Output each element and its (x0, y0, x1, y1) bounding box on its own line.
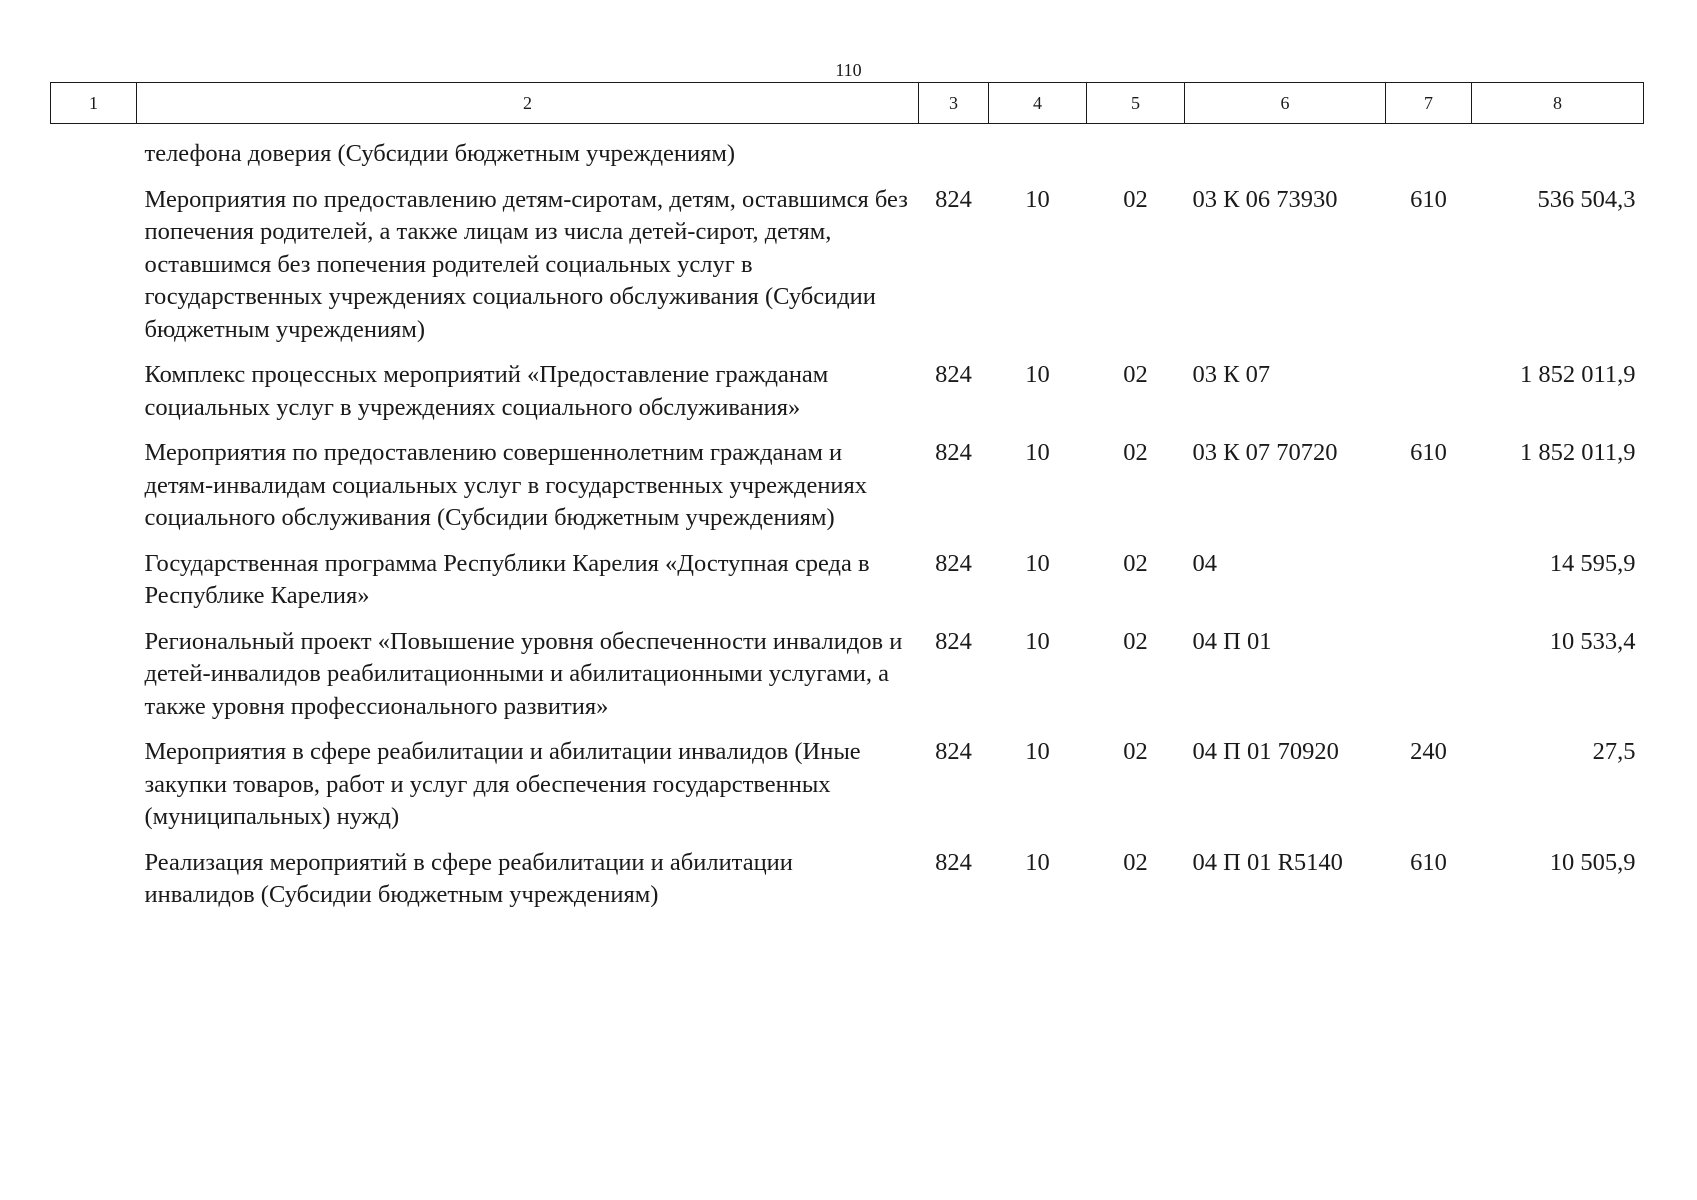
row-description: Мероприятия по предоставлению детям-сиротам, детям, оставшимся без попечения родителей, а также лицам из числа детей-сирот, детям, оставшимся без попечения родителей социальных услуг в государственных учреждениях социального обслуживания (Субсидии бюджетным учреждениям) (144, 185, 908, 343)
row-col-6 (1185, 124, 1386, 184)
row-col-7 (1386, 548, 1472, 626)
row-col-6: 04 П 01 (1192, 627, 1272, 655)
row-description: Реализация мероприятий в сфере реабилитации и абилитации инвалидов (Субсидии бюджетным учреждениям) (144, 848, 793, 908)
row-col-6: 03 К 07 70720 (1192, 439, 1338, 466)
row-col-5: 02 (1123, 185, 1148, 213)
row-col-5: 02 (1123, 361, 1148, 388)
table-row (51, 626, 1644, 737)
row-col-4: 10 (1025, 185, 1050, 213)
row-col-4: 10 (1025, 627, 1050, 655)
column-header-5: 5 (1087, 83, 1185, 124)
row-col-8 (1472, 124, 1644, 184)
column-header-2: 2 (137, 83, 919, 124)
row-col-3: 824 (935, 361, 972, 388)
row-col-8: 536 504,3 (1537, 185, 1636, 213)
row-description: Региональный проект «Повышение уровня обеспеченности инвалидов и детей-инвалидов реабилитационными и абилитационными услугами, а также уровня профессионального развития» (144, 627, 903, 720)
row-col-8: 1 852 011,9 (1520, 361, 1636, 388)
row-col-8: 14 595,9 (1549, 549, 1636, 577)
row-col-4 (989, 124, 1087, 184)
column-header-1: 1 (51, 83, 137, 124)
row-col-6: 04 П 01 70920 (1192, 738, 1339, 765)
row-col-7 (1386, 124, 1472, 184)
page-number: 110 (835, 60, 862, 80)
row-col-6: 03 К 07 (1192, 361, 1271, 388)
row-col-3: 824 (935, 848, 972, 876)
row-col-8: 10 533,4 (1549, 627, 1636, 655)
column-header-8: 8 (1472, 83, 1644, 124)
column-header-7: 7 (1386, 83, 1472, 124)
row-description: Комплекс процессных мероприятий «Предоставление гражданам социальных услуг в учреждениях социального обслуживания» (144, 361, 829, 421)
row-col-4: 10 (1025, 848, 1050, 876)
table-header (51, 83, 1644, 124)
row-col-5 (1087, 124, 1185, 184)
table-row (51, 736, 1644, 847)
row-col-7: 240 (1410, 738, 1447, 765)
row-description: Мероприятия по предоставлению совершеннолетним гражданам и детям-инвалидам социальных услуг в государственных учреждениях социального обслуживания (Субсидии бюджетным учреждениям) (144, 439, 868, 531)
header-row (51, 83, 1644, 124)
row-description: Мероприятия в сфере реабилитации и абилитации инвалидов (Иные закупки товаров, работ и услуг для обеспечения государственных (муниципальных) нужд) (144, 738, 861, 830)
row-col-5: 02 (1123, 627, 1148, 655)
table-body (51, 124, 1644, 925)
table-row (51, 548, 1644, 626)
row-description: Государственная программа Республики Карелия «Доступная среда в Республике Карелия» (144, 549, 870, 609)
row-col-4: 10 (1025, 361, 1050, 388)
row-col-8: 10 505,9 (1549, 848, 1636, 876)
row-col-5: 02 (1123, 549, 1148, 577)
row-col-6: 04 (1192, 549, 1217, 577)
row-col-5: 02 (1123, 439, 1148, 466)
table-row (51, 437, 1644, 548)
row-col-3: 824 (935, 627, 972, 655)
table-row (51, 124, 1644, 184)
row-col-6: 04 П 01 R5140 (1192, 848, 1343, 876)
row-col-4: 10 (1025, 439, 1050, 466)
table-row (51, 359, 1644, 437)
budget-table (50, 82, 1644, 925)
row-col-4: 10 (1025, 549, 1050, 577)
column-header-3: 3 (919, 83, 989, 124)
row-col-7: 610 (1410, 185, 1447, 213)
row-col-8: 1 852 011,9 (1520, 439, 1636, 466)
column-header-4: 4 (989, 83, 1087, 124)
row-col-8: 27,5 (1592, 738, 1636, 765)
row-col-7 (1386, 359, 1472, 437)
column-header-6: 6 (1185, 83, 1386, 124)
row-col-7 (1386, 626, 1472, 737)
row-col-3 (919, 124, 989, 184)
row-description: телефона доверия (Субсидии бюджетным учреждениям) (144, 140, 736, 167)
row-col-3: 824 (935, 185, 972, 213)
row-col-5: 02 (1123, 738, 1148, 765)
row-col-7: 610 (1410, 848, 1447, 876)
table-row (51, 847, 1644, 925)
row-col-4: 10 (1025, 738, 1050, 765)
row-col-3: 824 (935, 549, 972, 577)
row-col-3: 824 (935, 439, 972, 466)
row-col-6: 03 К 06 73930 (1192, 185, 1338, 213)
row-col-5: 02 (1123, 848, 1148, 876)
row-col-7: 610 (1410, 439, 1447, 466)
table-row (51, 184, 1644, 360)
row-col-3: 824 (935, 738, 972, 765)
